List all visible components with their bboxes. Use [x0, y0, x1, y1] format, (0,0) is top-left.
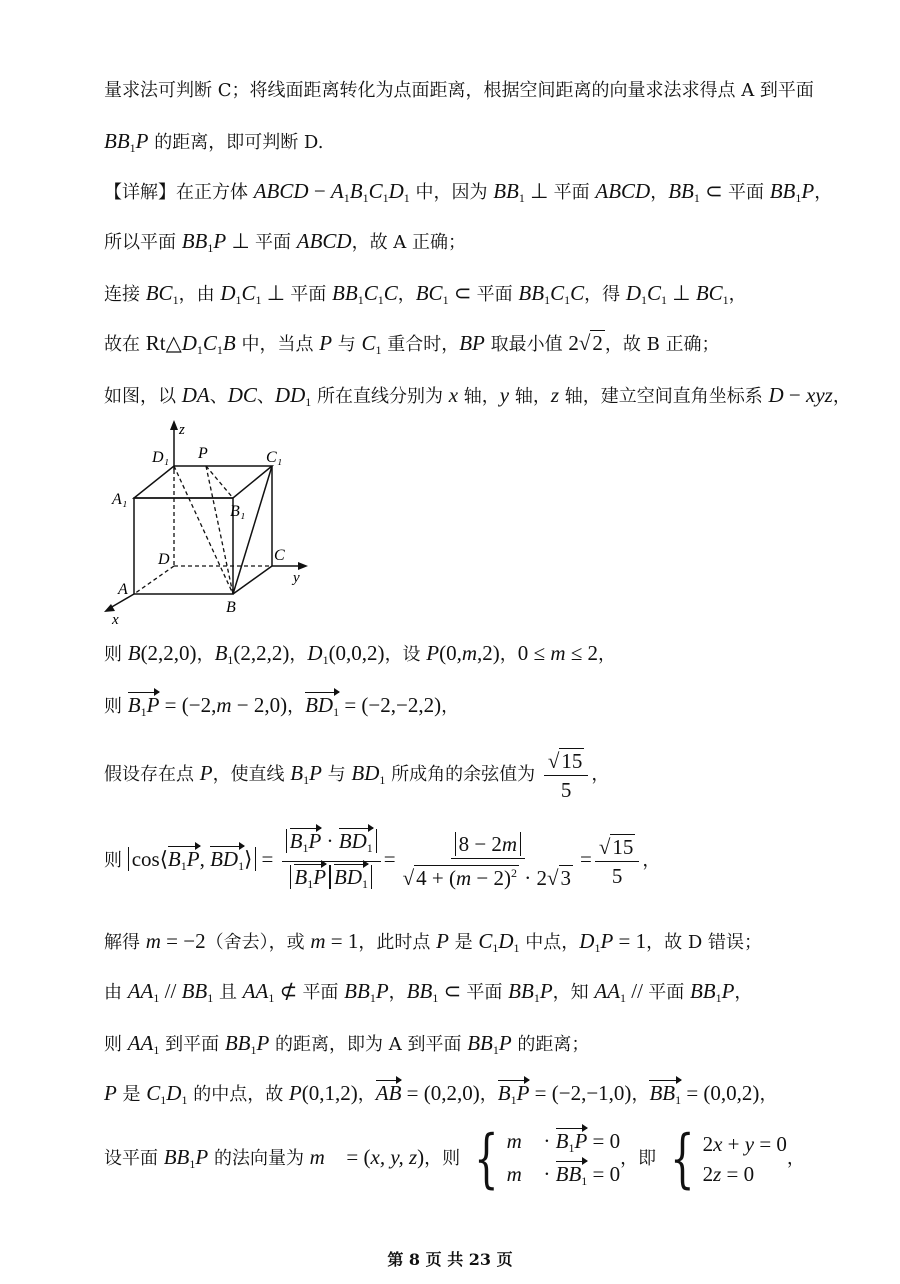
cube-top-face — [134, 466, 272, 498]
text-line-16: 设平面 $BB_1P$ 的法向量为 m⃗ = (x, y, z)，则 { m⃗ · $B_1P = 0$ m⃗ · $BB_1 = 0$ ，即 { 2x + y = 0 2z = 0 ， — [104, 1122, 805, 1196]
text-line-9: 则 $B_1P = (-2,m - 2,0)$，$BD_1 = (-2,-2,2)$， — [104, 692, 459, 723]
text-line-7: 如图，以 DA、DC、$DD_1$ 所在直线分别为 x 轴，y 轴，z 轴，建立空间直角坐标系 D − xyz， — [104, 383, 851, 409]
cube-figure — [96, 418, 326, 628]
page-footer: 第 8 页 共 23 页 — [387, 1250, 513, 1269]
segment-D1B — [174, 466, 233, 594]
label-D1: D₁ — [152, 449, 170, 466]
text-line-5: 连接 $BC_1$，由 $D_1C_1$ ⊥ 平面 $BB_1C_1C$，$BC_1$ ⊂ 平面 $BB_1C_1C$，得 $D_1C_1$ ⊥ $BC_1$， — [104, 281, 747, 307]
text-line-3: 【详解】在正方体 ABCD − $A_1B_1C_1D_1$ 中，因为 $BB_1$ ⊥ 平面 ABCD，$BB_1$ ⊂ 平面 $BB_1P$， — [104, 179, 833, 205]
label-P: P — [198, 445, 208, 462]
text-line-13: 由 $AA_1 // BB_1$ 且 $AA_1$ ⊄ 平面 $BB_1P$，$BB_1$ ⊂ 平面 $BB_1P$，知 $AA_1$ // 平面 $BB_1P$， — [104, 979, 753, 1005]
text-line-15: P 是 $C_1D_1$ 的中点，故 P(0,1,2)，AB = (0,2,0)，$B_1P = (-2,-1,0)$，$BB_1 = (0,0,2)$， — [104, 1080, 777, 1113]
text-line-14: 则 $AA_1$ 到平面 $BB_1P$ 的距离，即为 A 到平面 $BB_1P$ 的距离； — [104, 1031, 590, 1057]
y-arrow-icon — [298, 562, 308, 570]
text-line-2: $BB_1P$ 的距离，即可判断 D. — [104, 129, 324, 155]
label-D: D — [158, 551, 170, 568]
text-line-6: 故在 $Rt\triangle D_1C_1B$ 中，当点 P 与 $C_1$ 重合时，BP 取最小值 2√2 ，故 B 正确； — [104, 331, 720, 357]
label-B1: B₁ — [230, 503, 246, 520]
label-C: C — [274, 547, 285, 564]
text-line-10: 假设存在点 P，使直线 $B_1P$ 与 $BD_1$ 所成角的余弦值为 $\frac{√15}{5}$ ， — [104, 748, 610, 802]
label-y: y — [293, 570, 300, 586]
segment-PB1 — [206, 466, 233, 498]
segment-PB — [206, 466, 233, 594]
text-line-1: 量求法可判断 C；将线面距离转化为点面距离，根据空间距离的向量求法求得点 A 到平面 — [104, 80, 814, 101]
text-line-8: 则 B(2,2,0)，$B_1(2,2,2)$，$D_1(0,0,2)$，设 P(0,m,2)，0 ≤ m ≤ 2， — [104, 641, 617, 667]
text-line-12: 解得 m = −2（舍去），或 m = 1，此时点 P 是 $C_1D_1$ 中点，$D_1P = 1$，故 D 错误； — [104, 929, 762, 955]
text-line-11: 则 $\cos⟨B_1P$, $BD_1⟩$ = $\frac{B_1P \cdot BD_1}{B_1P BD_1}$ = $\frac{8 - 2m}{√4 + (m - 2)^2 \cdot 2√3}$ = $\frac{√15}{5}$ ， — [104, 826, 660, 895]
z-arrow-icon — [170, 420, 178, 430]
label-B: B — [226, 599, 236, 616]
label-x: x — [112, 612, 119, 628]
text-line-4: 所以平面 $BB_1P$ ⊥ 平面 ABCD，故 A 正确； — [104, 229, 467, 255]
label-A1: A₁ — [112, 491, 128, 508]
label-z: z — [179, 422, 185, 438]
label-A: A — [118, 581, 128, 598]
cube-front-face — [134, 498, 233, 594]
label-C1: C₁ — [266, 449, 283, 466]
edge-DA — [134, 566, 174, 594]
segment-C1B — [233, 466, 272, 594]
